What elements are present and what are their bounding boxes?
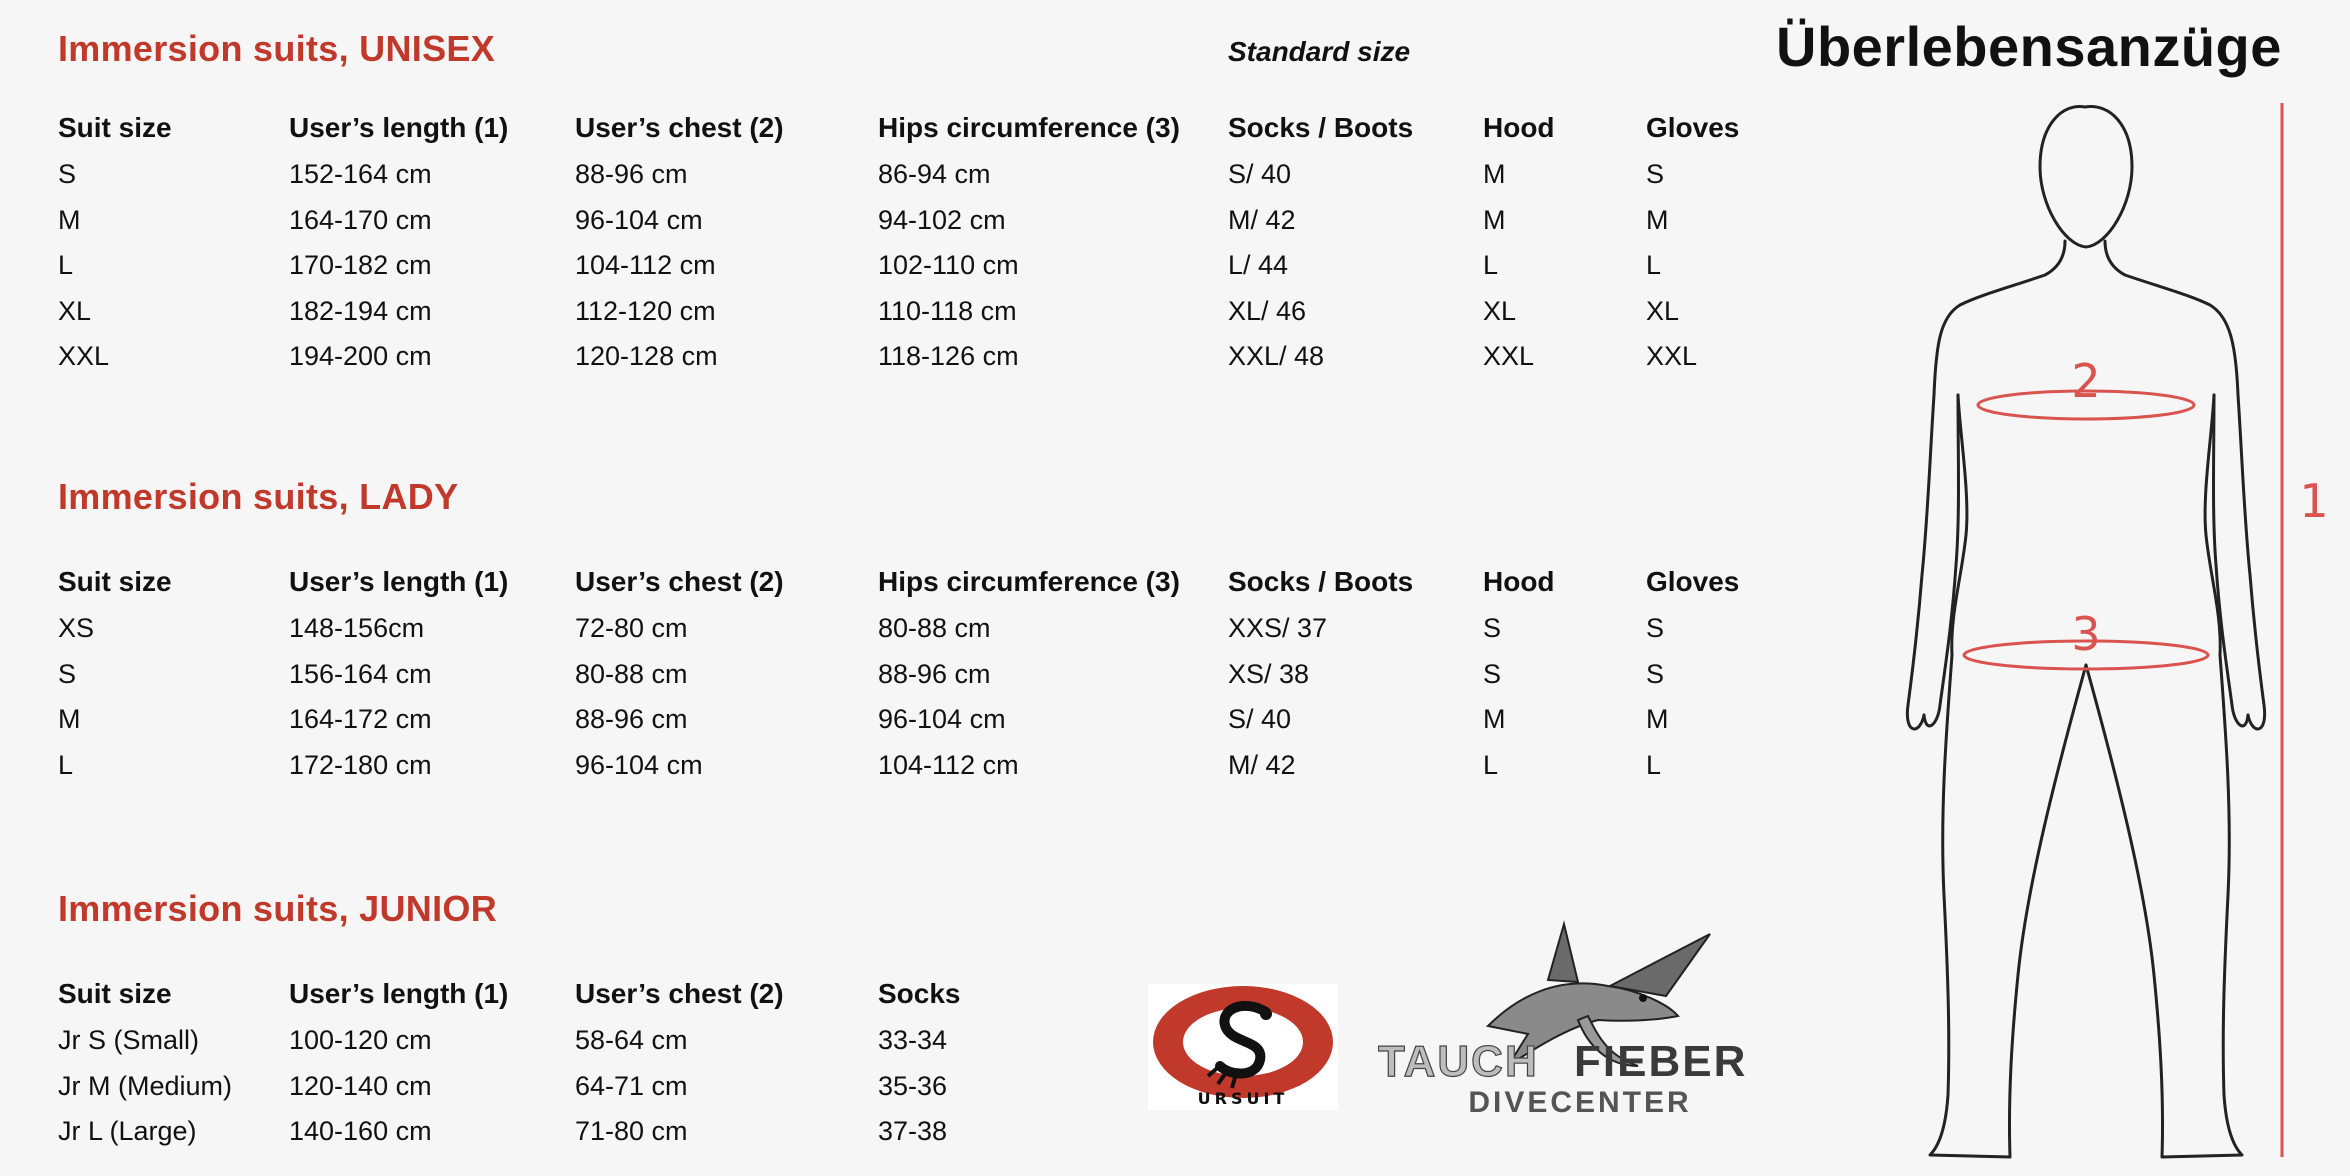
table-cell: 112-120 cm [575,295,716,326]
table-row [58,697,1756,743]
table-cell: 170-182 cm [289,250,432,281]
body-measurement-figure [1900,95,2340,1170]
body-outline-graphic [1900,95,2340,1170]
table-cell: 102-110 cm [878,250,1019,281]
header-cell: Socks [878,978,961,1009]
table-row [58,334,1756,380]
table-cell: L [1483,749,1499,780]
page-title: Überlebensanzüge [1776,15,2282,78]
table-cell: 100-120 cm [289,1025,432,1056]
table-cell: L/ 44 [1228,250,1289,281]
table-header-row [58,558,1756,606]
table-row [58,1064,998,1110]
hips-marker-label: 3 [2071,607,2101,661]
table-row [58,652,1756,698]
table-row [58,1109,998,1155]
table-cell: S [1646,658,1665,689]
header-cell: User’s length (1) [289,978,509,1009]
lady-section-title: Immersion suits, LADY [58,476,459,517]
table-cell: XXL/ 48 [1228,341,1325,372]
tauchfieber-logo [1378,916,1782,1116]
table-cell: 96-104 cm [575,749,703,780]
table-cell: XXL [1483,341,1535,372]
header-cell: Socks / Boots [1228,112,1414,143]
divecenter-wordmark: DIVECENTER [1468,1086,1692,1116]
table-cell: S/ 40 [1228,704,1292,735]
header-cell: User’s chest (2) [575,566,784,597]
table-cell: XXL [58,341,110,372]
table-cell: XL [1483,295,1517,326]
table-cell: S [1646,159,1665,190]
table-cell: 156-164 cm [289,658,432,689]
table-cell: 120-128 cm [575,341,718,372]
table-row [58,606,1756,652]
table-cell: 118-126 cm [878,341,1019,372]
table-cell: 152-164 cm [289,159,432,190]
table-cell: S/ 40 [1228,159,1292,190]
table-cell: 194-200 cm [289,341,432,372]
length-marker-label: 1 [2299,474,2329,528]
table-row [58,243,1756,289]
table-cell: M/ 42 [1228,204,1296,235]
junior-section-title: Immersion suits, JUNIOR [58,888,498,929]
header-cell: User’s length (1) [289,112,509,143]
table-cell: 88-96 cm [575,704,688,735]
table-cell: 182-194 cm [289,295,432,326]
tauch-wordmark: TAUCH [1378,1037,1539,1086]
table-cell: M [58,204,81,235]
table-cell: 58-64 cm [575,1025,688,1056]
table-cell: 37-38 [878,1116,948,1147]
table-cell: 86-94 cm [878,159,991,190]
table-row [58,289,1756,335]
header-cell: Socks / Boots [1228,566,1414,597]
table-cell: XS [58,613,95,644]
table-cell: S [1483,613,1502,644]
table-cell: 72-80 cm [575,613,688,644]
junior-size-table [58,970,998,1155]
header-cell: Hood [1483,112,1555,143]
table-cell: M [1646,704,1669,735]
header-cell: Suit size [58,978,172,1009]
standard-size-label: Standard size [1228,36,1411,67]
table-cell: 96-104 cm [575,204,703,235]
table-cell: S [1483,658,1502,689]
fieber-wordmark: FIEBER [1574,1037,1748,1086]
header-cell: User’s chest (2) [575,112,784,143]
table-cell: 80-88 cm [878,613,991,644]
table-cell: 148-156cm [289,613,425,644]
table-cell: M [58,704,81,735]
header-cell: Gloves [1646,566,1740,597]
table-cell: M [1646,204,1669,235]
table-cell: 140-160 cm [289,1116,432,1147]
table-cell: 104-112 cm [575,250,716,281]
table-cell: 71-80 cm [575,1116,688,1147]
header-cell: Gloves [1646,112,1740,143]
table-header-row [58,104,1756,152]
table-cell: XL [1646,295,1680,326]
lady-size-table [58,558,1756,788]
table-cell: Jr S (Small) [58,1025,199,1056]
header-cell: Suit size [58,566,172,597]
header-cell: Hips circumference (3) [878,566,1180,597]
table-cell: 96-104 cm [878,704,1006,735]
table-cell: L [1646,749,1662,780]
table-cell: 110-118 cm [878,295,1017,326]
table-cell: XXL [1646,341,1698,372]
unisex-section-title: Immersion suits, UNISEX [58,28,496,69]
header-cell: User’s length (1) [289,566,509,597]
table-cell: XXS/ 37 [1228,613,1328,644]
table-cell: 80-88 cm [575,658,688,689]
table-cell: XL/ 46 [1228,295,1307,326]
ursuit-logo-graphic [1148,984,1338,1110]
table-cell: L [58,749,74,780]
table-row [58,198,1756,244]
table-cell: L [58,250,74,281]
table-cell: 88-96 cm [878,658,991,689]
table-cell: M [1483,204,1506,235]
table-cell: M [1483,159,1506,190]
table-cell: 120-140 cm [289,1070,432,1101]
table-row [58,152,1756,198]
tauchfieber-logo-graphic [1378,916,1782,1116]
header-cell: Suit size [58,112,172,143]
table-cell: S [1646,613,1665,644]
table-cell: 94-102 cm [878,204,1006,235]
header-cell: User’s chest (2) [575,978,784,1009]
table-cell: 104-112 cm [878,749,1019,780]
table-cell: 164-172 cm [289,704,432,735]
table-cell: XS/ 38 [1228,658,1310,689]
table-cell: 88-96 cm [575,159,688,190]
table-cell: 35-36 [878,1070,948,1101]
table-cell: Jr M (Medium) [58,1070,232,1101]
table-cell: S [58,159,77,190]
table-cell: L [1483,250,1499,281]
ursuit-wordmark: URSUIT [1197,1089,1289,1108]
chest-marker-label: 2 [2071,354,2101,408]
table-header-row [58,970,998,1018]
table-row [58,743,1756,789]
table-cell: 164-170 cm [289,204,432,235]
table-cell: S [58,658,77,689]
table-cell: 172-180 cm [289,749,432,780]
table-cell: 33-34 [878,1025,948,1056]
table-cell: 64-71 cm [575,1070,688,1101]
header-cell: Hips circumference (3) [878,112,1180,143]
header-cell: Hood [1483,566,1555,597]
ursuit-logo [1148,984,1338,1110]
table-cell: L [1646,250,1662,281]
table-cell: M/ 42 [1228,749,1296,780]
unisex-size-table [58,104,1756,380]
table-row [58,1018,998,1064]
table-cell: XL [58,295,92,326]
table-cell: M [1483,704,1506,735]
table-cell: Jr L (Large) [58,1116,197,1147]
